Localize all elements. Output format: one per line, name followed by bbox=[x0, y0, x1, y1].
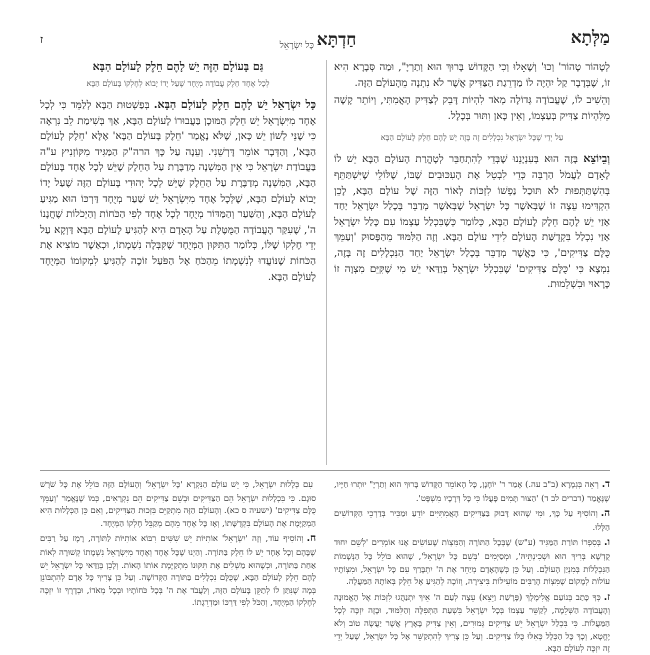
page-number: ז bbox=[40, 33, 44, 46]
lead-word: וְבֵיוֹצֵא bbox=[583, 152, 610, 166]
footnote-text: בְּסִפְרוֹ תּוֹרַת הַמַּגִּיד (ע"ש) שֶׁבְּכָל הַתּוֹרָה וְהַמִּצְוֹת שֶׁעוֹשִׂים אָנוּ אוֹמְרִים 'לְשֵׁם יִחוּד קֻדְשָׁא בְּרִיךְ הוּא וּשְׁכִינְתֵּיהּ', וּמְסַיְּמִים 'בְּשֵׁם כָּל יִשְׂרָאֵל', שֶׁהוּא כּוֹלֵל כָּל הַנְּשָׁמוֹת הַנִּכְלָלוֹת בְּמִנְיַן הָעוֹלָם. וְעַל כֵּן כְּשֶׁהָאָדָם מְיַחֵד אֶת ה' יִתְבָּרַךְ עִם כָּל יִשְׂרָאֵל, וּמִצְוֹתָיו עוֹלוֹת לְמָקוֹם שֶׁמִּצְוֹת הָרַבִּים מוֹעִילוֹת בִּיצִירָה, וְזוֹכֶה לְהַגִּיעַ אֶל חֵלֶק בְּאוֹתָהּ הַמַּעֲלָה. bbox=[334, 537, 610, 587]
footnotes-left-column bbox=[40, 478, 316, 638]
footnote-number: ח. bbox=[306, 533, 316, 545]
footnote bbox=[334, 478, 610, 504]
lead-phrase: כָּל יִשְׂרָאֵל יֵשׁ לָהֶם חֵלֶק לָעוֹלָם הַבָּא. bbox=[153, 98, 316, 111]
chapter-label: כָּל יִשְׂרָאֵל bbox=[279, 41, 314, 51]
section-subheading: לְכָל אֶחָד חֵלֶק עֲבוֹדָה מְיֻחָד שֶׁעַל יָדוֹ יָבוֹא לְחֶלְקוֹ בָּעוֹלָם הַבָּא bbox=[86, 79, 270, 88]
footnote bbox=[334, 507, 610, 533]
header-center bbox=[40, 30, 610, 53]
footnote-text: רְאֵה בְּגְמָרָא (ב"ב עה.) אָמַר ר' יוֹחָנָן, כָּל הָאוֹמֵר הַקָּדוֹשׁ בָּרוּךְ הוּא וְתַרְיָ" יוּתְרוּ חַיָּיו, שֶׁנֶּאֱמַר (דברים לב ד) 'הַצּוּר תָּמִים פָּעֳלוֹ כִּי כָּל דְּרָכָיו מִשְׁפָּט'. bbox=[334, 479, 610, 503]
footnote-text: כְּךָ כָּתַב בְּנוֹעַם אֱלִימֶלֶךְ (פָּרָשַׁת וַיֵּצֵא) עֵצָה לְעַם ה' אֵיךְ יִתְנַהֲגוּ לִזְכּוֹת אֶל הָאֱמוּנָה וְהָעֲבוֹדָה הַשְּׁלֵמָה, לְקַשֵּׁר עַצְמוֹ בְּכָל יִשְׂרָאֵל בִּשְׁעַת הַתְּפִלָּה וְהַלִּמּוּד, וּבָזֶה יִזְכֶּה לְכָל הַמַּעֲלוֹת. כִּי בִּכְלַל יִשְׂרָאֵל יֵשׁ צַדִּיקִים גְּמוּרִים, וְאֵין צַדִּיק בָּאָרֶץ אֲשֶׁר יַעֲשֶׂה טוֹב וְלֹא יֶחֱטָא, וְכָךְ כָּל הַכְּלָל כְּאִלּוּ כֻּלּוֹ צַדִּיקִים. וְעַל כֵּן צָרִיךְ לְהִתְקַשֵּׁר אֶל כָּל יִשְׂרָאֵל, שֶׁעַל יְדֵי זֶה יִזְכֶּה לְעוֹלָם הַבָּא. bbox=[334, 591, 610, 654]
footnote-number: ו. bbox=[603, 537, 610, 549]
footnote-text: וְהוֹסִיף עַל כָּךְ, וּמִי שֶׁהוּא דָּבוּק בַּצַּדִּיקִים הָאֲמִתִּיִּים יוֹדֵעַ וּמַכִּיר בְּדַרְכֵי הַקְּדוֹשִׁים הַלָּלוּ. bbox=[334, 508, 610, 532]
paragraph-text: בָּזֶה הוּא בְּעִנְיָנֵנוּ שֶׁבְּדֵי לְהִתְחַבֵּר לְטָהֳרַת הָעוֹלָם הַבָּא יֵשׁ לוֹ לָאָדָם לַעֲמֹל הַרְבֵּה כְּדֵי לִבְטֵל אֶת הָעִכּוּבִים שֶׁבּוֹ, שֶׁלּוֹלֵי שֶׁיִּשְׁתַּתֵּף בְּהִשְׁתַּתְּפוּת לֹא תּוּכַל נַפְשׁוֹ לִזְכּוֹת לְאוֹר הַזֶּה שֶׁל עוֹלָם הַבָּא, לָכֵן הִקְדִּימוּ עֵצָה זוֹ שֶׁבְּאֹשֶׁר כָּל יִשְׂרָאֵל שֶׁבְּאֹשֶׁר מְדַבֵּר בְּכָלַל יִשְׂרָאֵל יַחַד אַזַי יֵשׁ לָהֶם חֵלֶק לָעוֹלָם הַבָּא, כְּלוֹמַר כְּשֶׁבִּכְלַל עַצְמוֹ עִם כָּלַל יִשְׂרָאֵל אַזַי נִכְלַל בִּקְדֻשַּׁת הָעוֹלָם לִידֵי עוֹלָם הַבָּא. וְזֶה הַלִּמּוּד מֵהַפָּסוּק 'וְעַמֵּךְ כֻּלָּם צַדִּיקִים', כִּי כַּאֲשֶׁר מְדַבֵּר בְּכָלַל יִשְׂרָאֵל יַחַד הַנִּכְלָלִים זֶה בָּזֶה, נִמְצָא כִּי 'כֻּלָּם צַדִּיקִים' שֶׁבִּכְלַל יִשְׂרָאֵל בְּוַדַּאי יֵשׁ מִי שֶׁקִּיֵּם מִצְוָה זוֹ כָּרָאוּי וּבִשְׁלֵמוּת. bbox=[334, 153, 610, 291]
column-divider bbox=[326, 60, 327, 465]
section-heading: גַּם בָּעוֹלָם הַזֶּה יֵשׁ לָהֶם חֵלֶק לָעוֹלָם הַבָּא bbox=[92, 60, 264, 73]
footnote-number: ה. bbox=[600, 508, 610, 520]
left-column bbox=[40, 60, 316, 465]
book-title-right: מַלְּתָא bbox=[570, 28, 610, 48]
paragraph bbox=[334, 151, 610, 292]
right-column bbox=[334, 60, 610, 465]
footnote-text: וְהוֹסִיף עוֹד, וְזֶה 'יִשְׂרָאֵל' אוֹתִיּוֹת יֵשׁ שִׁשִּׁים רִבּוֹא אוֹתִיּוֹת לַתּוֹרָה, רָמֶז עַל רַבִּים שֶׁבָּהֶם וְכָל אֶחָד יֵשׁ לוֹ חֵלֶק בַּתּוֹרָה. וְהַיְנוּ שֶׁכָּל אֶחָד וְאֶחָד מִיִּשְׂרָאֵל נִשְׁמָתוֹ קְשׁוּרָה לְאוֹת אַחַת בַּתּוֹרָה, וּכְשֶׁהוּא מַשְׁלִים אֶת תִּקּוּנוֹ מִתְקַיֶּמֶת אוֹתוֹ הָאוֹת. וְלָכֵן בְּוַדַּאי כָּל יִשְׂרָאֵל יֵשׁ לָהֶם חֵלֶק לָעוֹלָם הַבָּא, שֶׁכֻּלָּם נִכְלָלִים בַּתּוֹרָה הַקְּדוֹשָׁה. וְעַל כֵּן צָרִיךְ כָּל אָדָם לְהִתְבּוֹנֵן בְּמָה שֶׁנִּתַּן לוֹ לְתַקֵּן בָּעוֹלָם הַזֶּה, וְלַעֲבֹד אֶת ה' בְּכָל כֹּחוֹתָיו וּבְכָל מְאֹדוֹ, וּבְדֶרֶךְ זוֹ יִזְכֶּה לְחֶלְקוֹ הַמְּיֻחָד, וְהַכֹּל לְפִי דַּרְכּוֹ וּמַדְרֵגָתוֹ. bbox=[40, 533, 316, 608]
section-subheading: עַל יְדֵי שֶׁכָּל יִשְׂרָאֵל נִכְלָלִים זֶה בָּזֶה יֵשׁ לָהֶם חֵלֶק לָעוֹלָם הַבָּא bbox=[380, 133, 564, 143]
paragraph-text: בְּפַשְׁטוּת הַבָּא לְלַמֵּד כִּי לְכָל אֶחָד מִיִּשְׂרָאֵל יֵשׁ חֵלֶק הַמּוּכָן בַּעֲבוּרוֹ לָעוֹלָם הַבָּא, אַךְ בְּשִׁימַת לֵב נִרְאֶה כִּי שֶׁנֵּי לְשׁוֹן יֵשׁ כָּאן, שֶׁלֹּא נֶאֱמַר 'חֵלֶק בָּעוֹלָם הַבָּא' אֶלָּא 'חֵלֶק לָעוֹלָם הַבָּא', וְהַדְּבָר אוֹמֵר דָּרְשֵׁנִי. וְעֵנָה עַל כָּךְ הרה"ק הַמַּגִּיד מִקּוֹזְנִיץ ע"ה בַּעֲבוֹדַת יִשְׂרָאֵל כִּי אֵין הַמִּשְׁנָה מְדַבֶּרֶת עַל הַחֵלֶק שֶׁיֵּשׁ לְכָל אֶחָד בָּעוֹלָם הַבָּא, הַמִּשְׁנָה מְדַבֶּרֶת עַל הַחֵלֶק שֶׁיֵּשׁ לְכָל יְהוּדִי בָּעוֹלָם הַזֶּה שֶׁעַל יָדוֹ יָבוֹא לָעוֹלָם הַבָּא, שֶׁלְּכָל אֶחָד מִיִּשְׂרָאֵל יֵשׁ שַׁעַר מְיֻחָד דַּרְכּוֹ הוּא מַגִּיעַ לָעוֹלָם הַבָּא, וְהַשַּׁעַר וְהַמַּדּוֹר מְיֻחָד לְכָל אֶחָד לְפִי הַכֹּחוֹת וְהַיְכֹלוֹת שֶׁחֲנָנוֹ ה', שֶׁעִקַּר הָעֲבוֹדָה הַמֻּטֶּלֶת עַל הָאָדָם הִיא לְהַגִּיעַ לָעוֹלָם הַבָּא דַּוְקָא עַל יְדֵי חֶלְקוֹ שֶׁלּוֹ, כְּלוֹמַר הַתִּקּוּן הַמְּיֻחָד שֶׁקִּבְּלָה נִשְׁמָתוֹ, וּכְאַשֶׁר מוֹצִיא אֶת הַכֹּחוֹת שֶׁנּוֹעֲדוּ לְנִשְׁמָתוֹ מֵהַכֹּחַ אֶל הַפֹּעַל זוֹכֶה לְהַגִּיעַ לִמְקוֹמוֹ הַמְּיֻחָד לָעוֹלָם הַבָּא. bbox=[40, 99, 316, 283]
main-text bbox=[40, 60, 610, 465]
paragraph: וְהֵשִׁיב לוֹ, שֶׁעֲבוֹדָה גְּדוֹלָה מְאֹד לִהְיוֹת דָּבֵק לְצַדִּיק הָאֲמִתִּי, וְיוֹתֵר קָשֶׁה מֵלִּהְיוֹת צַדִּיק בְּעַצְמוֹ, וְאֵין כָּאן וִתּוּר בְּכָלָל. bbox=[334, 94, 610, 122]
footnotes-right-column bbox=[334, 478, 610, 654]
footnote-text: עִם כְּלָלוּת יִשְׂרָאֵל, כִּי יֵשׁ עוֹלָם הַנִּקְרָא 'כָּל יִשְׂרָאֵל' וְהָעוֹלָם הַזֶּה כּוֹלֵל אֶת כָּל שֹׁרֶשׁ סוּגָם. כִּי בִּכְלָלוּת יִשְׂרָאֵל הֵם הַצַּדִּיקִים וּבְשֵׁם צַדִּיקִים הֵם נִקְרָאִים, כְּמוֹ שֶׁנֶּאֱמַר 'וְעַמֵּךְ כֻּלָּם צַדִּיקִים' (ישעיה ס כא). וְהָעוֹלָם הַזֶּה מִתְקַיֵּם בִּזְכוּת הַצַּדִּיקִים, וְאִם כֵּן הַכְּלָלוּת הִיא הַמְקַיֶּמֶת אֶת הָעוֹלָם בִּקְדֻשָּׁתוֹ, וְאָז כָּל אֶחָד מֵהֶם מְקַבֵּל חֶלְקוֹ הַמְּיֻחָד. bbox=[40, 479, 316, 528]
footnote bbox=[40, 478, 316, 529]
footnote-number: ז. bbox=[603, 591, 610, 603]
footnotes bbox=[40, 478, 610, 654]
paragraph bbox=[40, 97, 316, 285]
footnote-number: ד. bbox=[601, 479, 610, 490]
footnote bbox=[334, 536, 610, 587]
book-title-left: חַדְתָּא bbox=[316, 30, 357, 50]
paragraph: לְטָהוֹר טָהוֹר' וְכוּ' וְשֶׁאָלוּ וְכִי הַקָּדוֹשׁ בָּרוּךְ הוּא וְתַרְיָ", וּמַה סְּבָרָא הִיא זוֹ, שֶׁבְּדָבָר קַל יִהְיֶה לוֹ מַדְרֵגַת הַצַּדִּיק אֲשֶׁר לֹא נִתְנָה מֵהָעוֹלָם הַזֶּה. bbox=[334, 61, 610, 89]
footnote bbox=[40, 532, 316, 609]
footnote bbox=[334, 591, 610, 655]
footnote-divider bbox=[40, 470, 610, 471]
running-header bbox=[40, 28, 610, 50]
